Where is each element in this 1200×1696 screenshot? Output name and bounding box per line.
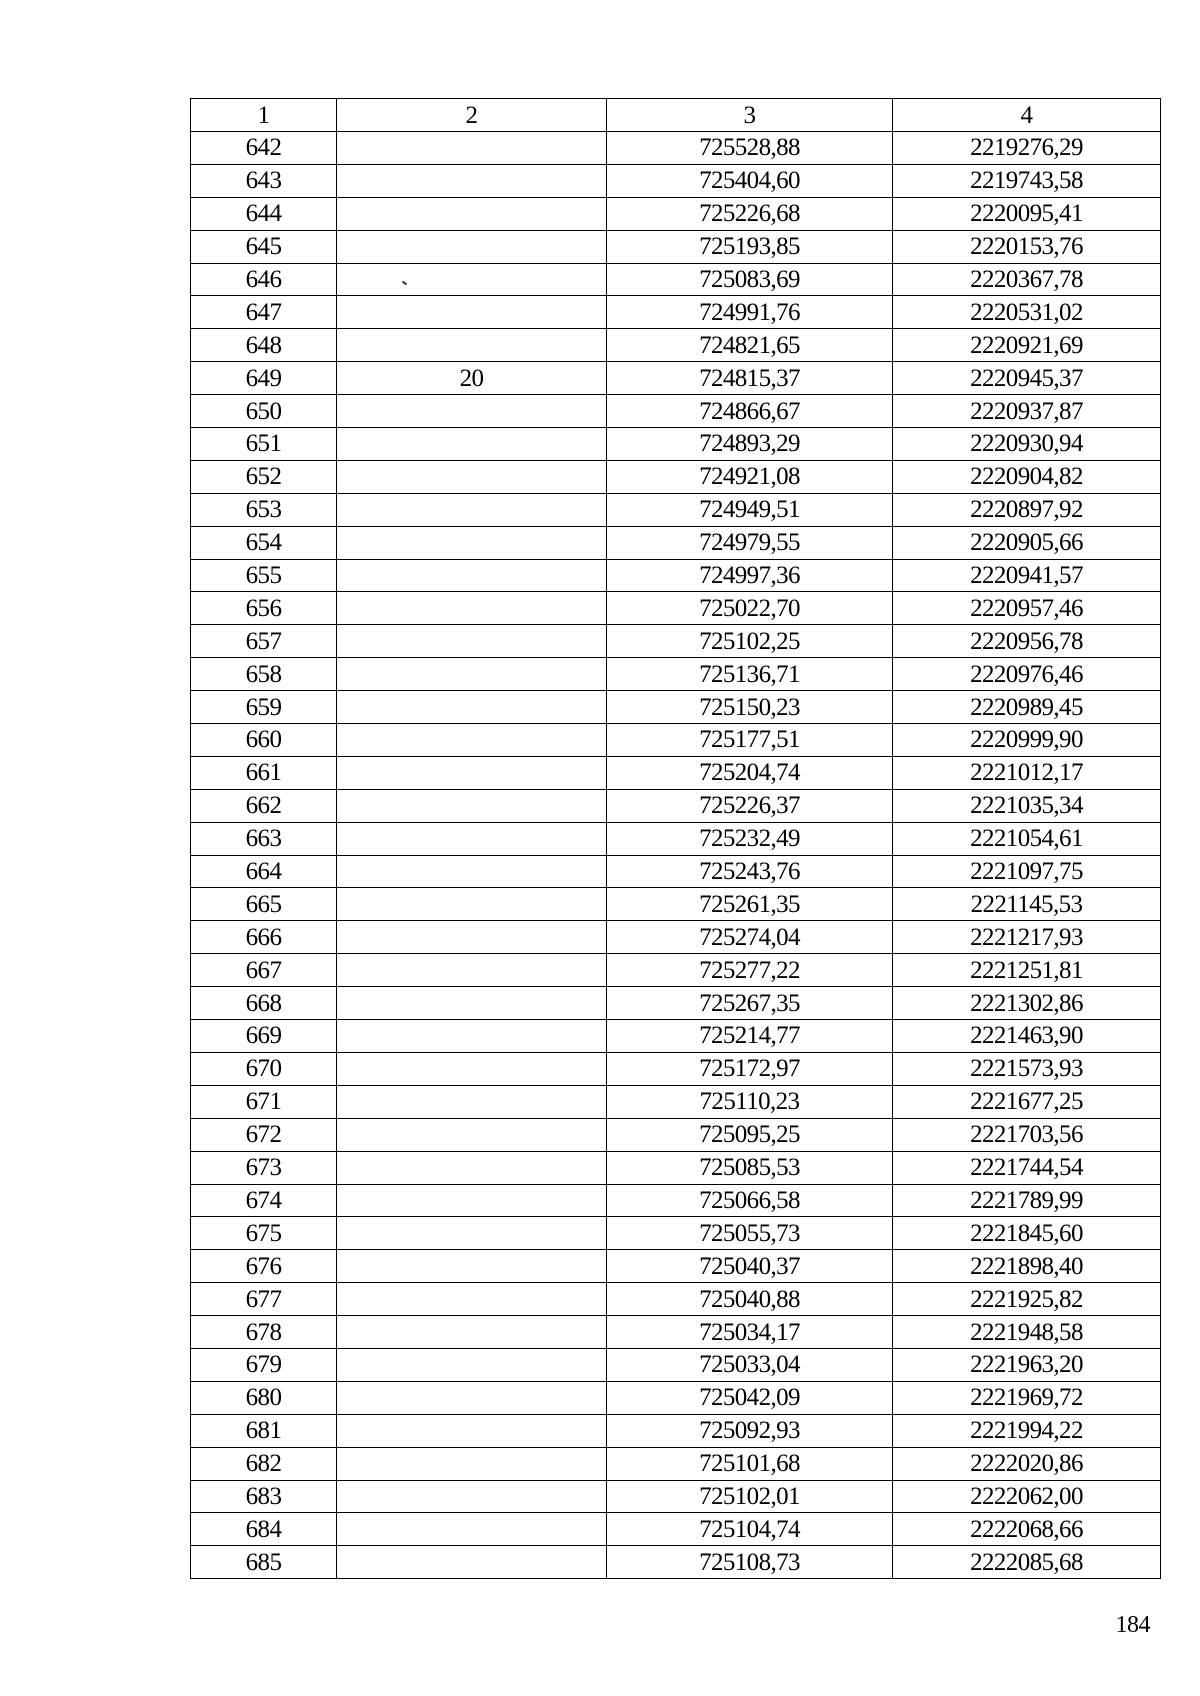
y-coordinate-cell: 2222020,86 bbox=[893, 1447, 1161, 1480]
table-row bbox=[191, 888, 1161, 921]
table-row bbox=[191, 1020, 1161, 1053]
section-cell bbox=[337, 1184, 607, 1217]
point-number-cell: 642 bbox=[191, 132, 337, 165]
x-coordinate-cell: 724893,29 bbox=[607, 428, 893, 461]
section-cell bbox=[337, 921, 607, 954]
point-number-cell: 656 bbox=[191, 592, 337, 625]
y-coordinate-cell: 2221703,56 bbox=[893, 1118, 1161, 1151]
table-row bbox=[191, 197, 1161, 230]
point-number-cell: 646 bbox=[191, 263, 337, 296]
point-number-cell: 660 bbox=[191, 724, 337, 757]
point-number-cell: 683 bbox=[191, 1480, 337, 1513]
y-coordinate-cell: 2221994,22 bbox=[893, 1414, 1161, 1447]
column-header-3: 3 bbox=[607, 99, 893, 132]
point-number-cell: 672 bbox=[191, 1118, 337, 1151]
x-coordinate-cell: 724921,08 bbox=[607, 460, 893, 493]
point-number-cell: 647 bbox=[191, 296, 337, 329]
x-coordinate-cell: 725204,74 bbox=[607, 756, 893, 789]
table-row bbox=[191, 855, 1161, 888]
x-coordinate-cell: 725083,69 bbox=[607, 263, 893, 296]
x-coordinate-cell: 725404,60 bbox=[607, 164, 893, 197]
point-number-cell: 659 bbox=[191, 691, 337, 724]
x-coordinate-cell: 725102,25 bbox=[607, 625, 893, 658]
y-coordinate-cell: 2221898,40 bbox=[893, 1250, 1161, 1283]
section-cell bbox=[337, 1283, 607, 1316]
x-coordinate-cell: 725108,73 bbox=[607, 1546, 893, 1579]
section-cell bbox=[337, 1348, 607, 1381]
x-coordinate-cell: 725092,93 bbox=[607, 1414, 893, 1447]
point-number-cell: 673 bbox=[191, 1151, 337, 1184]
y-coordinate-cell: 2220095,41 bbox=[893, 197, 1161, 230]
y-coordinate-cell: 2220989,45 bbox=[893, 691, 1161, 724]
section-cell bbox=[337, 691, 607, 724]
x-coordinate-cell: 724815,37 bbox=[607, 362, 893, 395]
y-coordinate-cell: 2221789,99 bbox=[893, 1184, 1161, 1217]
y-coordinate-cell: 2221744,54 bbox=[893, 1151, 1161, 1184]
y-coordinate-cell: 2220941,57 bbox=[893, 559, 1161, 592]
section-cell bbox=[337, 658, 607, 691]
table-row bbox=[191, 460, 1161, 493]
column-header-2: 2 bbox=[337, 99, 607, 132]
table-row bbox=[191, 296, 1161, 329]
section-cell bbox=[337, 559, 607, 592]
table-row bbox=[191, 1052, 1161, 1085]
point-number-cell: 669 bbox=[191, 1020, 337, 1053]
x-coordinate-cell: 724979,55 bbox=[607, 526, 893, 559]
table-row bbox=[191, 1414, 1161, 1447]
y-coordinate-cell: 2221302,86 bbox=[893, 987, 1161, 1020]
y-coordinate-cell: 2221845,60 bbox=[893, 1217, 1161, 1250]
x-coordinate-cell: 725528,88 bbox=[607, 132, 893, 165]
section-cell bbox=[337, 526, 607, 559]
table-row bbox=[191, 526, 1161, 559]
x-coordinate-cell: 725042,09 bbox=[607, 1381, 893, 1414]
y-coordinate-cell: 2222085,68 bbox=[893, 1546, 1161, 1579]
section-cell bbox=[337, 1381, 607, 1414]
table-row bbox=[191, 559, 1161, 592]
y-coordinate-cell: 2220905,66 bbox=[893, 526, 1161, 559]
table-row bbox=[191, 987, 1161, 1020]
table-row bbox=[191, 1151, 1161, 1184]
point-number-cell: 680 bbox=[191, 1381, 337, 1414]
y-coordinate-cell: 2220921,69 bbox=[893, 329, 1161, 362]
section-cell bbox=[337, 132, 607, 165]
point-number-cell: 685 bbox=[191, 1546, 337, 1579]
x-coordinate-cell: 725085,53 bbox=[607, 1151, 893, 1184]
y-coordinate-cell: 2221948,58 bbox=[893, 1316, 1161, 1349]
point-number-cell: 663 bbox=[191, 822, 337, 855]
point-number-cell: 662 bbox=[191, 789, 337, 822]
section-cell bbox=[337, 1250, 607, 1283]
y-coordinate-cell: 2220897,92 bbox=[893, 493, 1161, 526]
x-coordinate-cell: 725232,49 bbox=[607, 822, 893, 855]
y-coordinate-cell: 2221573,93 bbox=[893, 1052, 1161, 1085]
table-row bbox=[191, 822, 1161, 855]
y-coordinate-cell: 2220957,46 bbox=[893, 592, 1161, 625]
section-cell bbox=[337, 460, 607, 493]
point-number-cell: 645 bbox=[191, 230, 337, 263]
point-number-cell: 684 bbox=[191, 1513, 337, 1546]
y-coordinate-cell: 2221145,53 bbox=[893, 888, 1161, 921]
table-row bbox=[191, 1381, 1161, 1414]
y-coordinate-cell: 2221251,81 bbox=[893, 954, 1161, 987]
y-coordinate-cell: 2221463,90 bbox=[893, 1020, 1161, 1053]
point-number-cell: 678 bbox=[191, 1316, 337, 1349]
y-coordinate-cell: 2221677,25 bbox=[893, 1085, 1161, 1118]
x-coordinate-cell: 725136,71 bbox=[607, 658, 893, 691]
x-coordinate-cell: 725193,85 bbox=[607, 230, 893, 263]
point-number-cell: 670 bbox=[191, 1052, 337, 1085]
table-body bbox=[191, 132, 1161, 1579]
point-number-cell: 651 bbox=[191, 428, 337, 461]
x-coordinate-cell: 725033,04 bbox=[607, 1348, 893, 1381]
table-header bbox=[191, 99, 1161, 132]
table-row bbox=[191, 1184, 1161, 1217]
y-coordinate-cell: 2222062,00 bbox=[893, 1480, 1161, 1513]
point-number-cell: 671 bbox=[191, 1085, 337, 1118]
section-cell bbox=[337, 395, 607, 428]
point-number-cell: 668 bbox=[191, 987, 337, 1020]
section-cell bbox=[337, 724, 607, 757]
table-row bbox=[191, 1348, 1161, 1381]
table-row bbox=[191, 789, 1161, 822]
page-number: 184 bbox=[1115, 1612, 1150, 1638]
table-row bbox=[191, 1283, 1161, 1316]
point-number-cell: 676 bbox=[191, 1250, 337, 1283]
section-cell bbox=[337, 1546, 607, 1579]
point-number-cell: 679 bbox=[191, 1348, 337, 1381]
table-row bbox=[191, 329, 1161, 362]
section-cell bbox=[337, 954, 607, 987]
section-cell bbox=[337, 1118, 607, 1151]
point-number-cell: 654 bbox=[191, 526, 337, 559]
table-row bbox=[191, 691, 1161, 724]
y-coordinate-cell: 2220999,90 bbox=[893, 724, 1161, 757]
point-number-cell: 648 bbox=[191, 329, 337, 362]
x-coordinate-cell: 724866,67 bbox=[607, 395, 893, 428]
y-coordinate-cell: 2219276,29 bbox=[893, 132, 1161, 165]
section-cell bbox=[337, 756, 607, 789]
y-coordinate-cell: 2221054,61 bbox=[893, 822, 1161, 855]
table-row bbox=[191, 164, 1161, 197]
section-cell bbox=[337, 822, 607, 855]
table-row bbox=[191, 362, 1161, 395]
x-coordinate-cell: 725267,35 bbox=[607, 987, 893, 1020]
point-number-cell: 658 bbox=[191, 658, 337, 691]
table-row bbox=[191, 263, 1161, 296]
section-cell bbox=[337, 1052, 607, 1085]
y-coordinate-cell: 2221925,82 bbox=[893, 1283, 1161, 1316]
section-cell bbox=[337, 164, 607, 197]
y-coordinate-cell: 2220956,78 bbox=[893, 625, 1161, 658]
point-number-cell: 664 bbox=[191, 855, 337, 888]
section-cell bbox=[337, 1151, 607, 1184]
section-cell bbox=[337, 855, 607, 888]
point-number-cell: 649 bbox=[191, 362, 337, 395]
section-cell bbox=[337, 1085, 607, 1118]
section-cell bbox=[337, 592, 607, 625]
point-number-cell: 653 bbox=[191, 493, 337, 526]
point-number-cell: 657 bbox=[191, 625, 337, 658]
x-coordinate-cell: 725214,77 bbox=[607, 1020, 893, 1053]
section-cell bbox=[337, 1020, 607, 1053]
y-coordinate-cell: 2220930,94 bbox=[893, 428, 1161, 461]
column-header-1: 1 bbox=[191, 99, 337, 132]
point-number-cell: 666 bbox=[191, 921, 337, 954]
x-coordinate-cell: 725277,22 bbox=[607, 954, 893, 987]
x-coordinate-cell: 725177,51 bbox=[607, 724, 893, 757]
point-number-cell: 652 bbox=[191, 460, 337, 493]
section-cell bbox=[337, 428, 607, 461]
table-row bbox=[191, 428, 1161, 461]
section-cell bbox=[337, 1414, 607, 1447]
section-cell bbox=[337, 625, 607, 658]
x-coordinate-cell: 725172,97 bbox=[607, 1052, 893, 1085]
table-row bbox=[191, 658, 1161, 691]
section-cell bbox=[337, 789, 607, 822]
y-coordinate-cell: 2220367,78 bbox=[893, 263, 1161, 296]
x-coordinate-cell: 725104,74 bbox=[607, 1513, 893, 1546]
section-cell bbox=[337, 1217, 607, 1250]
x-coordinate-cell: 724991,76 bbox=[607, 296, 893, 329]
coordinates-table bbox=[190, 98, 1161, 1579]
y-coordinate-cell: 2220904,82 bbox=[893, 460, 1161, 493]
point-number-cell: 674 bbox=[191, 1184, 337, 1217]
x-coordinate-cell: 725274,04 bbox=[607, 921, 893, 954]
table-row bbox=[191, 921, 1161, 954]
y-coordinate-cell: 2220945,37 bbox=[893, 362, 1161, 395]
section-cell bbox=[337, 888, 607, 921]
x-coordinate-cell: 725066,58 bbox=[607, 1184, 893, 1217]
x-coordinate-cell: 725110,23 bbox=[607, 1085, 893, 1118]
section-cell bbox=[337, 1316, 607, 1349]
table-row bbox=[191, 230, 1161, 263]
table-row bbox=[191, 1085, 1161, 1118]
x-coordinate-cell: 725055,73 bbox=[607, 1217, 893, 1250]
x-coordinate-cell: 725102,01 bbox=[607, 1480, 893, 1513]
point-number-cell: 655 bbox=[191, 559, 337, 592]
y-coordinate-cell: 2220153,76 bbox=[893, 230, 1161, 263]
y-coordinate-cell: 2220976,46 bbox=[893, 658, 1161, 691]
point-number-cell: 667 bbox=[191, 954, 337, 987]
point-number-cell: 682 bbox=[191, 1447, 337, 1480]
table-row bbox=[191, 132, 1161, 165]
x-coordinate-cell: 724821,65 bbox=[607, 329, 893, 362]
table-row bbox=[191, 395, 1161, 428]
x-coordinate-cell: 725226,68 bbox=[607, 197, 893, 230]
x-coordinate-cell: 725243,76 bbox=[607, 855, 893, 888]
x-coordinate-cell: 724997,36 bbox=[607, 559, 893, 592]
table-row bbox=[191, 724, 1161, 757]
table-row bbox=[191, 1250, 1161, 1283]
table-row bbox=[191, 1118, 1161, 1151]
y-coordinate-cell: 2221217,93 bbox=[893, 921, 1161, 954]
section-cell bbox=[337, 230, 607, 263]
x-coordinate-cell: 725095,25 bbox=[607, 1118, 893, 1151]
table-row bbox=[191, 756, 1161, 789]
y-coordinate-cell: 2221035,34 bbox=[893, 789, 1161, 822]
x-coordinate-cell: 725022,70 bbox=[607, 592, 893, 625]
point-number-cell: 650 bbox=[191, 395, 337, 428]
header-row bbox=[191, 99, 1161, 132]
x-coordinate-cell: 725150,23 bbox=[607, 691, 893, 724]
table-row bbox=[191, 1217, 1161, 1250]
y-coordinate-cell: 2221963,20 bbox=[893, 1348, 1161, 1381]
point-number-cell: 675 bbox=[191, 1217, 337, 1250]
y-coordinate-cell: 2220937,87 bbox=[893, 395, 1161, 428]
point-number-cell: 665 bbox=[191, 888, 337, 921]
table-row bbox=[191, 1480, 1161, 1513]
table-row bbox=[191, 954, 1161, 987]
point-number-cell: 644 bbox=[191, 197, 337, 230]
table-row bbox=[191, 1447, 1161, 1480]
x-coordinate-cell: 725101,68 bbox=[607, 1447, 893, 1480]
table-row bbox=[191, 1513, 1161, 1546]
table-row bbox=[191, 625, 1161, 658]
table-row bbox=[191, 493, 1161, 526]
y-coordinate-cell: 2221097,75 bbox=[893, 855, 1161, 888]
point-number-cell: 661 bbox=[191, 756, 337, 789]
section-cell: 20 bbox=[337, 362, 607, 395]
x-coordinate-cell: 725040,37 bbox=[607, 1250, 893, 1283]
y-coordinate-cell: 2219743,58 bbox=[893, 164, 1161, 197]
y-coordinate-cell: 2221012,17 bbox=[893, 756, 1161, 789]
x-coordinate-cell: 724949,51 bbox=[607, 493, 893, 526]
table-row bbox=[191, 1546, 1161, 1579]
section-cell bbox=[337, 987, 607, 1020]
section-cell bbox=[337, 1447, 607, 1480]
x-coordinate-cell: 725034,17 bbox=[607, 1316, 893, 1349]
point-number-cell: 681 bbox=[191, 1414, 337, 1447]
section-cell bbox=[337, 197, 607, 230]
section-cell bbox=[337, 296, 607, 329]
x-coordinate-cell: 725226,37 bbox=[607, 789, 893, 822]
x-coordinate-cell: 725261,35 bbox=[607, 888, 893, 921]
x-coordinate-cell: 725040,88 bbox=[607, 1283, 893, 1316]
section-cell bbox=[337, 329, 607, 362]
y-coordinate-cell: 2221969,72 bbox=[893, 1381, 1161, 1414]
point-number-cell: 643 bbox=[191, 164, 337, 197]
table-row bbox=[191, 592, 1161, 625]
section-cell bbox=[337, 1513, 607, 1546]
table-row bbox=[191, 1316, 1161, 1349]
section-cell bbox=[337, 493, 607, 526]
section-cell bbox=[337, 263, 607, 296]
point-number-cell: 677 bbox=[191, 1283, 337, 1316]
column-header-4: 4 bbox=[893, 99, 1161, 132]
y-coordinate-cell: 2222068,66 bbox=[893, 1513, 1161, 1546]
section-cell bbox=[337, 1480, 607, 1513]
y-coordinate-cell: 2220531,02 bbox=[893, 296, 1161, 329]
